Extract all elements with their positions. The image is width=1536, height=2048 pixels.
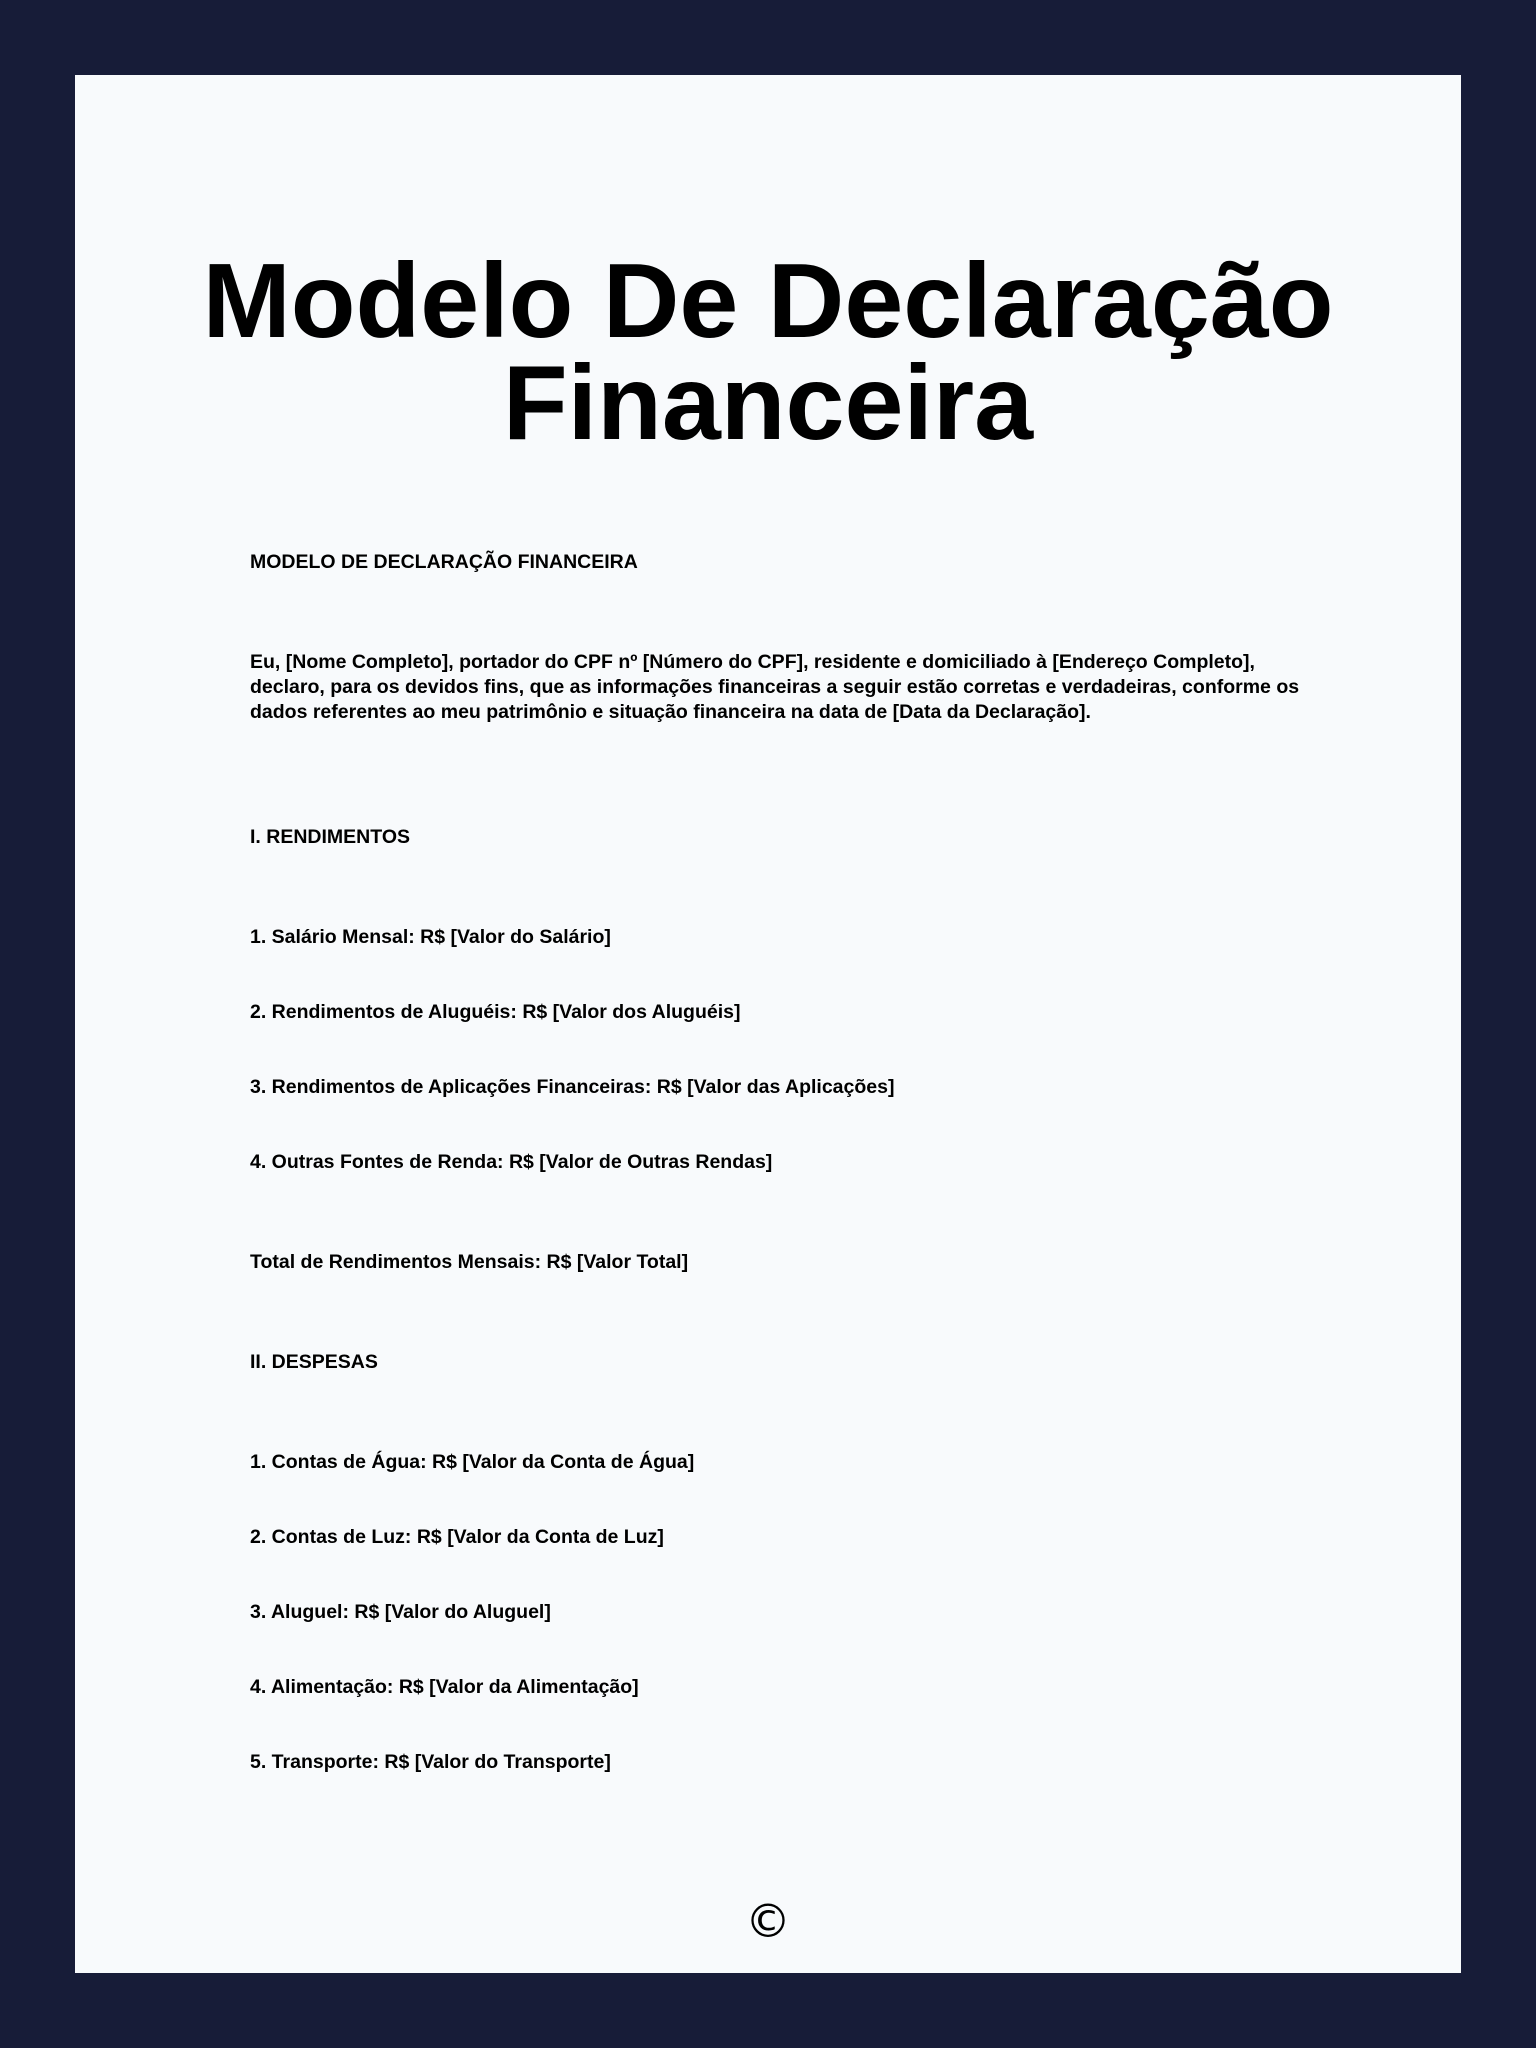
document-heading: MODELO DE DECLARAÇÃO FINANCEIRA (250, 551, 638, 573)
intro-paragraph: Eu, [Nome Completo], portador do CPF nº [Número do CPF], residente e domiciliado à [Endereço Completo], declaro, para os devidos fins, que as informações financeiras a seguir estão corretas e verdadeiras, conforme os dados referentes ao meu patrimônio e situação financeira na data de [Data da Declaração]. (250, 651, 1300, 723)
income-item: 3. Rendimentos de Aplicações Financeiras: R$ [Valor das Aplicações] (250, 1076, 895, 1098)
income-item: 4. Outras Fontes de Renda: R$ [Valor de Outras Rendas] (250, 1151, 773, 1173)
expense-item: 5. Transporte: R$ [Valor do Transporte] (250, 1751, 611, 1773)
expense-item: 2. Contas de Luz: R$ [Valor da Conta de Luz] (250, 1526, 664, 1548)
expense-item: 4. Alimentação: R$ [Valor da Alimentação] (250, 1676, 639, 1698)
expense-item: 3. Aluguel: R$ [Valor do Aluguel] (250, 1601, 551, 1623)
income-total: Total de Rendimentos Mensais: R$ [Valor Total] (250, 1251, 689, 1273)
income-item: 1. Salário Mensal: R$ [Valor do Salário] (250, 926, 611, 948)
section-heading-income: I. RENDIMENTOS (250, 826, 410, 848)
section-heading-expenses: II. DESPESAS (250, 1351, 378, 1373)
document-title: Modelo De Declaração Financeira (202, 242, 1334, 462)
copyright-icon: © (745, 1894, 791, 1948)
document-page (75, 75, 1461, 1973)
income-item: 2. Rendimentos de Aluguéis: R$ [Valor dos Aluguéis] (250, 1001, 741, 1023)
expense-item: 1. Contas de Água: R$ [Valor da Conta de Água] (250, 1451, 695, 1473)
